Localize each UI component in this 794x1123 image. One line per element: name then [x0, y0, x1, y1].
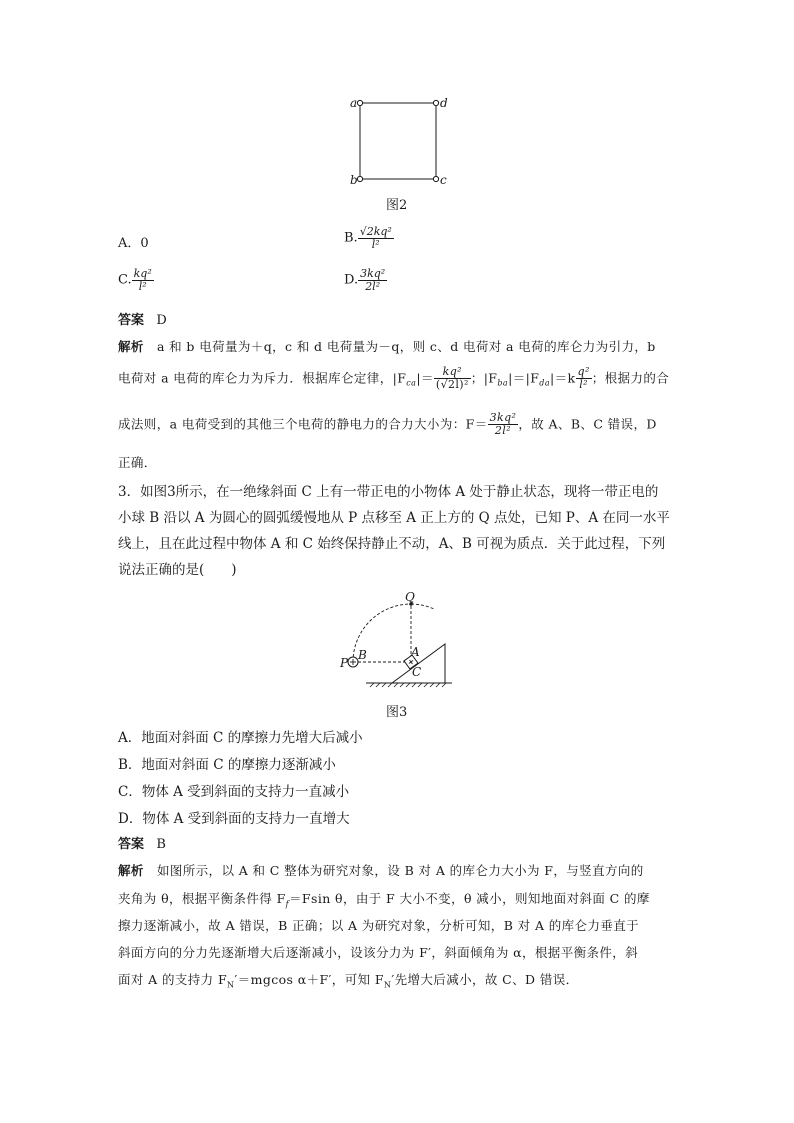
label-b: b	[350, 173, 358, 187]
option-c: C. $\frac{\text{kq²}}{\text{l²}}$	[118, 267, 152, 293]
q3-stem-line-1: 3．如图3所示，在一绝缘斜面 C 上有一带正电的小物体 A 处于静止状态，现将一带正电的	[118, 484, 659, 500]
q2-analysis-line-4: 正确．	[118, 455, 157, 470]
q3-analysis-line-2: 夹角为 θ，根据平衡条件得 $F_f=Fsin$ θ，由于 F 大小不变，θ 减小，则知地面对斜面 C 的摩	[118, 891, 650, 909]
charge-b	[357, 176, 362, 181]
q3-analysis-line-3: 擦力逐渐减小，故 A 错误，B 正确；以 A 为研究对象，分析可知，B 对 A 的库仑力垂直于	[118, 918, 640, 933]
q3-option-b: B．地面对斜面 C 的摩擦力逐渐减小	[118, 757, 336, 773]
q3-analysis-line-4: 斜面方向的分力先逐渐增大后逐渐减小，设该分力为 F′，斜面倾角为 α，根据平衡条件，斜	[118, 945, 639, 960]
figure-2-caption: 图2	[386, 198, 408, 213]
label-c: C	[412, 665, 422, 679]
label-q: Q	[405, 590, 415, 604]
q3-stem-line-4: 说法正确的是( )	[118, 562, 237, 578]
figure-3-incline	[330, 590, 470, 690]
label-p: P	[340, 656, 349, 670]
q2-analysis-line-3: 成法则，a 电荷受到的其他三个电荷的静电力的合力大小为：F＝ $\frac{\text{3kq²}}{\text{2l²}}$ ，故 A、B、C 错误，D	[118, 411, 657, 437]
option-a: A．0	[118, 236, 149, 251]
figure-3-caption: 图3	[386, 705, 408, 720]
charge-c	[433, 176, 438, 181]
q2-analysis-line-2: 电荷对 a 电荷的库仑力为斥力．根据库仑定律，$|F_{ca}|=$ $\frac{\text{kq²}}{\text{(√2l)²}}$ ；$|F_{ba}|=|F_{da}|=k$ $\frac{\text{q²}}{\text{l²}}$ ；根据力的合	[118, 365, 670, 391]
q3-stem-line-2: 小球 B 沿以 A 为圆心的圆弧缓慢地从 P 点移至 A 正上方的 Q 点处，已知 P、A 在同一水平	[118, 510, 670, 526]
option-d: D. $\frac{\text{3kq²}}{\text{2l²}}$	[344, 267, 386, 293]
label-c: c	[440, 173, 447, 187]
q3-option-a: A．地面对斜面 C 的摩擦力先增大后减小	[118, 730, 363, 746]
charge-d	[433, 100, 438, 105]
q3-analysis-line-1: 解析 如图所示，以 A 和 C 整体为研究对象，设 B 对 A 的库仑力大小为 F，与竖直方向的	[118, 863, 644, 878]
label-b: B	[358, 648, 367, 662]
label-a: a	[350, 96, 358, 110]
option-b: B. $\frac{\text{√2kq²}}{\text{l²}}$	[344, 225, 392, 251]
ground-hatch	[370, 683, 446, 687]
label-d: d	[440, 96, 448, 110]
label-a: A	[411, 645, 420, 659]
q2-analysis-line-1: 解析 a 和 b 电荷量为＋q，c 和 d 电荷量为－q，则 c、d 电荷对 a 电荷的库仑力为引力，b	[118, 339, 656, 354]
square-outline	[360, 103, 436, 179]
q2-answer: 答案 D	[118, 313, 167, 328]
q3-stem-line-3: 线上，且在此过程中物体 A 和 C 始终保持静止不动，A、B 可视为质点．关于此过程，下列	[118, 536, 666, 552]
arc-path-extension	[411, 604, 434, 609]
q3-answer: 答案 B	[118, 837, 166, 852]
q3-analysis-line-5: 面对 A 的支持力 $F_N'=mgcos$ α＋F′，可知 $F_N'$先增大后减小，故 C、D 错误．	[118, 972, 579, 990]
charge-a	[357, 100, 362, 105]
q3-option-c: C．物体 A 受到斜面的支持力一直减小	[118, 784, 350, 800]
q3-option-d: D．物体 A 受到斜面的支持力一直增大	[118, 811, 350, 827]
